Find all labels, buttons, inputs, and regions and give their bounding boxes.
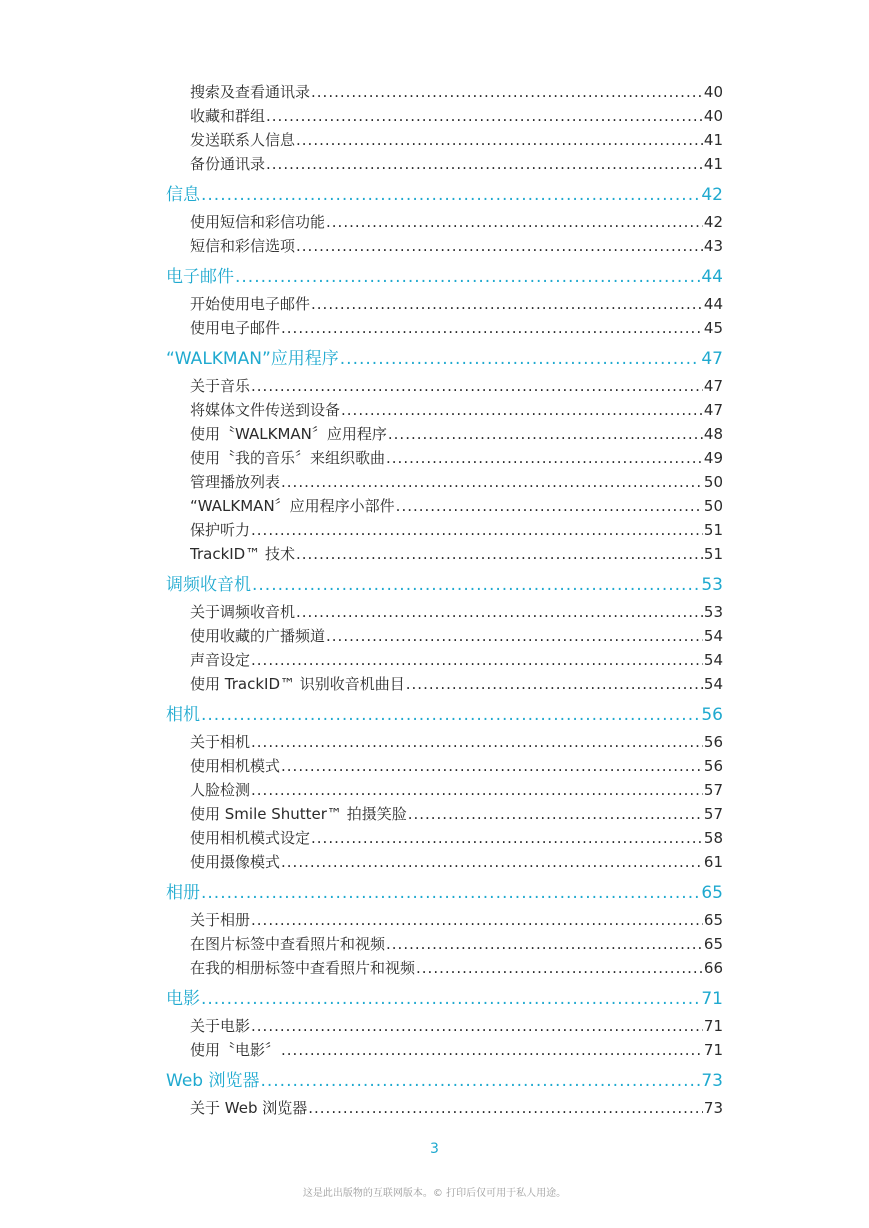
toc-section-title: Web 浏览器 [166, 1071, 260, 1091]
toc-dot-leader [281, 850, 703, 874]
toc-page-number: 71 [701, 989, 723, 1009]
toc-dot-leader [281, 470, 703, 494]
toc-page-number: 48 [703, 425, 723, 443]
toc-entry[interactable] [190, 210, 723, 234]
toc-entry[interactable] [190, 80, 723, 104]
toc-dot-leader [281, 316, 703, 340]
toc-page-number: 47 [701, 349, 723, 369]
toc-dot-leader [201, 984, 700, 1014]
toc-dot-leader [266, 152, 703, 176]
toc-page-number: 57 [703, 781, 723, 799]
toc-page-number: 49 [703, 449, 723, 467]
toc-page-number: 66 [703, 959, 723, 977]
toc-dot-leader [201, 700, 700, 730]
toc-entry-title: 收藏和群组 [190, 107, 266, 125]
toc-entry-title: 使用短信和彩信功能 [190, 213, 326, 231]
toc-page-number: 65 [703, 935, 723, 953]
toc-page-number: 41 [703, 131, 723, 149]
toc-entry[interactable] [190, 672, 723, 696]
toc-entry-title: 使用 TrackID™ 识别收音机曲目 [190, 675, 405, 693]
toc-entry-title: “WALKMAN〞应用程序小部件 [190, 497, 395, 515]
toc-entry-title: 使用相机模式设定 [190, 829, 311, 847]
toc-entry[interactable] [190, 754, 723, 778]
toc-section-entry[interactable] [166, 570, 723, 600]
toc-section-entry[interactable] [166, 344, 723, 374]
toc-entry-title: 搜索及查看通讯录 [190, 83, 311, 101]
toc-entry-title: 发送联系人信息 [190, 131, 296, 149]
toc-entry[interactable] [190, 104, 723, 128]
toc-entry[interactable] [190, 1038, 723, 1062]
toc-entry[interactable] [190, 398, 723, 422]
toc-dot-leader [308, 1096, 703, 1120]
toc-entry-title: 在图片标签中查看照片和视频 [190, 935, 386, 953]
toc-section-entry[interactable] [166, 878, 723, 908]
toc-entry[interactable] [190, 374, 723, 398]
toc-page-number: 56 [703, 757, 723, 775]
toc-page-number: 53 [701, 575, 723, 595]
toc-entry-title: 使用收藏的广播频道 [190, 627, 326, 645]
toc-entry-title: 关于调频收音机 [190, 603, 296, 621]
toc-entry[interactable] [190, 802, 723, 826]
toc-page-number: 57 [703, 805, 723, 823]
toc-entry[interactable] [190, 316, 723, 340]
toc-entry-title: 开始使用电子邮件 [190, 295, 311, 313]
toc-entry[interactable] [190, 152, 723, 176]
toc-entry[interactable] [190, 292, 723, 316]
toc-entry-title: 关于音乐 [190, 377, 251, 395]
toc-page-number: 50 [703, 473, 723, 491]
toc-page-number: 56 [703, 733, 723, 751]
toc-section-title: “WALKMAN”应用程序 [166, 349, 339, 369]
toc-dot-leader [281, 1038, 703, 1062]
toc-dot-leader [260, 1066, 700, 1096]
toc-entry-title: 将媒体文件传送到设备 [190, 401, 341, 419]
toc-entry-title: 保护听力 [190, 521, 251, 539]
toc-entry-title: 使用电子邮件 [190, 319, 281, 337]
toc-section-entry[interactable] [166, 700, 723, 730]
toc-page-number: 42 [703, 213, 723, 231]
toc-entry-title: 使用〝WALKMAN〞应用程序 [190, 425, 387, 443]
toc-dot-leader [396, 494, 703, 518]
toc-entry-title: 关于 Web 浏览器 [190, 1099, 308, 1117]
toc-page-number: 47 [703, 377, 723, 395]
toc-entry-title: 使用摄像模式 [190, 853, 281, 871]
toc-dot-leader [341, 398, 703, 422]
toc-dot-leader [252, 570, 700, 600]
toc-entry[interactable] [190, 908, 723, 932]
toc-page-number: 44 [701, 267, 723, 287]
toc-dot-leader [251, 518, 703, 542]
toc-entry-title: 声音设定 [190, 651, 251, 669]
toc-entry-title: 关于相机 [190, 733, 251, 751]
toc-page-number: 71 [703, 1041, 723, 1059]
toc-dot-leader [386, 932, 703, 956]
toc-entry[interactable] [190, 648, 723, 672]
toc-entry-title: 在我的相册标签中查看照片和视频 [190, 959, 416, 977]
toc-entry-title: TrackID™ 技术 [190, 545, 295, 563]
toc-section-entry[interactable] [166, 180, 723, 210]
toc-entry[interactable] [190, 494, 723, 518]
toc-entry[interactable] [190, 128, 723, 152]
toc-page-number: 53 [703, 603, 723, 621]
toc-entry[interactable] [190, 422, 723, 446]
toc-page-number: 44 [703, 295, 723, 313]
toc-page-number: 65 [701, 883, 723, 903]
toc-dot-leader [251, 730, 703, 754]
toc-section-entry[interactable] [166, 984, 723, 1014]
toc-section-title: 信息 [166, 185, 200, 205]
toc-section-entry[interactable] [166, 262, 723, 292]
toc-dot-leader [311, 826, 703, 850]
toc-dot-leader [251, 908, 703, 932]
toc-entry-title: 管理播放列表 [190, 473, 281, 491]
toc-page-number: 54 [703, 627, 723, 645]
toc-page-number: 54 [703, 651, 723, 669]
toc-dot-leader [326, 210, 703, 234]
toc-entry[interactable] [190, 1014, 723, 1038]
toc-entry[interactable] [190, 600, 723, 624]
toc-entry-title: 使用〝电影〞 [190, 1041, 281, 1059]
toc-page-number: 58 [703, 829, 723, 847]
toc-entry[interactable] [190, 624, 723, 648]
toc-entry-title: 关于电影 [190, 1017, 251, 1035]
table-of-contents [0, 80, 869, 1120]
toc-dot-leader [296, 234, 703, 258]
toc-page-number: 51 [703, 545, 723, 563]
toc-entry-title: 关于相册 [190, 911, 251, 929]
toc-section-title: 电影 [166, 989, 200, 1009]
toc-dot-leader [406, 672, 703, 696]
toc-dot-leader [388, 422, 703, 446]
toc-dot-leader [326, 624, 703, 648]
toc-dot-leader [296, 600, 703, 624]
toc-dot-leader [408, 802, 703, 826]
toc-page-number: 45 [703, 319, 723, 337]
toc-dot-leader [235, 262, 700, 292]
toc-section-title: 电子邮件 [166, 267, 234, 287]
toc-dot-leader [296, 128, 703, 152]
toc-dot-leader [416, 956, 703, 980]
toc-page-number: 56 [701, 705, 723, 725]
toc-page-number: 40 [703, 107, 723, 125]
toc-entry[interactable] [190, 446, 723, 470]
toc-dot-leader [201, 180, 700, 210]
toc-page-number: 40 [703, 83, 723, 101]
toc-section-entry[interactable] [166, 1066, 723, 1096]
toc-entry-title: 使用 Smile Shutter™ 拍摄笑脸 [190, 805, 407, 823]
toc-entry[interactable] [190, 826, 723, 850]
toc-dot-leader [386, 446, 703, 470]
toc-dot-leader [296, 542, 703, 566]
toc-page-number: 73 [701, 1071, 723, 1091]
toc-page-number: 54 [703, 675, 723, 693]
toc-page-number: 42 [701, 185, 723, 205]
toc-dot-leader [340, 344, 701, 374]
toc-entry[interactable] [190, 730, 723, 754]
toc-entry-title: 使用相机模式 [190, 757, 281, 775]
toc-page-number: 43 [703, 237, 723, 255]
toc-section-title: 调频收音机 [166, 575, 251, 595]
toc-dot-leader [251, 778, 703, 802]
toc-page-number: 65 [703, 911, 723, 929]
toc-entry[interactable] [190, 518, 723, 542]
toc-dot-leader [251, 374, 703, 398]
toc-entry[interactable] [190, 778, 723, 802]
toc-entry-title: 短信和彩信选项 [190, 237, 296, 255]
toc-dot-leader [281, 754, 703, 778]
toc-section-title: 相机 [166, 705, 200, 725]
toc-dot-leader [266, 104, 703, 128]
toc-section-title: 相册 [166, 883, 200, 903]
toc-entry[interactable] [190, 234, 723, 258]
toc-dot-leader [311, 292, 703, 316]
toc-page-number: 73 [703, 1099, 723, 1117]
toc-entry[interactable] [190, 932, 723, 956]
toc-dot-leader [251, 648, 703, 672]
toc-page-number: 51 [703, 521, 723, 539]
toc-page-number: 41 [703, 155, 723, 173]
toc-entry[interactable] [190, 542, 723, 566]
toc-entry[interactable] [190, 850, 723, 874]
footer-note: 这是此出版物的互联网版本。© 打印后仅可用于私人用途。 [302, 1188, 567, 1199]
toc-entry[interactable] [190, 470, 723, 494]
toc-dot-leader [311, 80, 703, 104]
toc-entry-title: 人脸检测 [190, 781, 251, 799]
toc-page-number: 71 [703, 1017, 723, 1035]
toc-entry[interactable] [190, 956, 723, 980]
toc-page-number: 61 [703, 853, 723, 871]
toc-dot-leader [201, 878, 700, 908]
toc-dot-leader [251, 1014, 703, 1038]
toc-page-number: 50 [703, 497, 723, 515]
page-number: 3 [430, 1141, 439, 1157]
toc-entry-title: 备份通讯录 [190, 155, 266, 173]
toc-entry-title: 使用〝我的音乐〞来组织歌曲 [190, 449, 386, 467]
toc-entry[interactable] [190, 1096, 723, 1120]
toc-page-number: 47 [703, 401, 723, 419]
